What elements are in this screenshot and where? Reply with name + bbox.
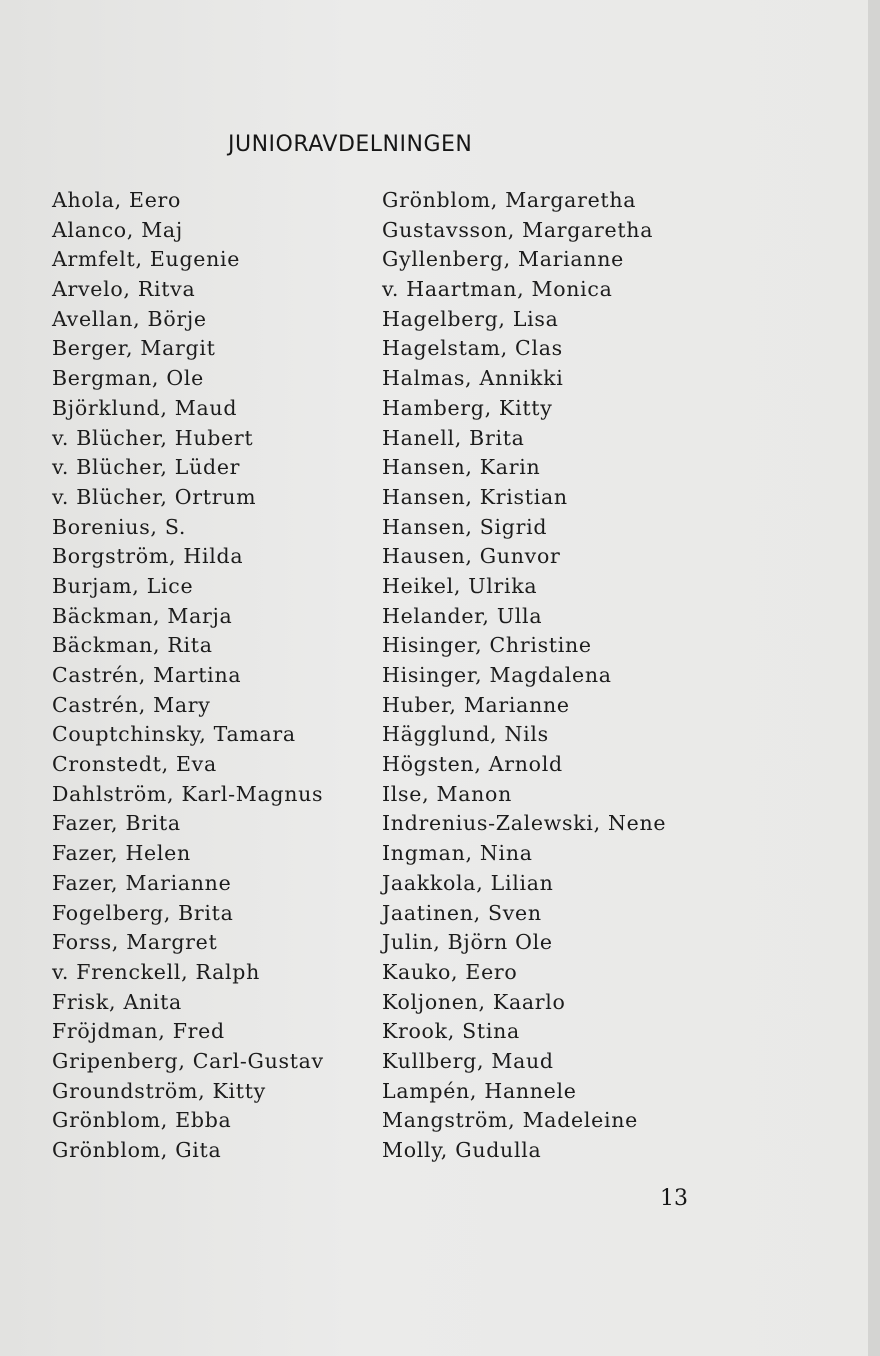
name-entry: v. Blücher, Ortrum: [52, 484, 257, 509]
name-entry: Heikel, Ulrika: [382, 573, 538, 598]
name-entry: Hansen, Kristian: [382, 484, 568, 509]
name-entry: Kullberg, Maud: [382, 1048, 554, 1073]
name-entry: Fröjdman, Fred: [52, 1019, 225, 1044]
name-entry: Huber, Marianne: [382, 692, 570, 717]
name-entry: Borenius, S.: [52, 514, 187, 539]
name-entry: Fazer, Brita: [52, 811, 181, 836]
name-entry: Hisinger, Christine: [382, 633, 592, 658]
name-entry: Hisinger, Magdalena: [382, 663, 612, 687]
name-entry: Ilse, Manon: [382, 781, 512, 806]
name-entry: Hansen, Karin: [382, 455, 541, 480]
name-entry: Castrén, Martina: [52, 663, 242, 687]
name-entry: Forss, Margret: [52, 930, 218, 955]
name-entry: Hamberg, Kitty: [382, 395, 553, 420]
name-entry: Bäckman, Marja: [52, 603, 233, 628]
page-number: 13: [660, 1186, 688, 1211]
name-entry: Borgström, Hilda: [52, 544, 244, 569]
name-entry: Groundström, Kitty: [52, 1078, 266, 1103]
name-entry: Hansen, Sigrid: [382, 514, 548, 539]
name-entry: Fogelberg, Brita: [52, 900, 234, 925]
name-entry: Castrén, Mary: [52, 692, 211, 717]
name-entry: Grönblom, Ebba: [52, 1108, 232, 1133]
name-entry: Hausen, Gunvor: [382, 544, 561, 569]
name-entry: Björklund, Maud: [52, 395, 238, 420]
name-entry: Avellan, Börje: [52, 306, 207, 331]
name-list-right: [382, 186, 666, 1166]
name-entry: Bäckman, Rita: [52, 633, 213, 658]
name-entry: Fazer, Marianne: [52, 870, 232, 895]
name-entry: Lampén, Hannele: [382, 1078, 577, 1103]
name-list-left: [52, 186, 324, 1166]
name-entry: Arvelo, Ritva: [52, 277, 196, 302]
name-entry: Ingman, Nina: [382, 841, 533, 866]
name-entry: Frisk, Anita: [52, 989, 182, 1014]
name-entry: Gustavsson, Margaretha: [382, 217, 654, 242]
name-entry: v. Frenckell, Ralph: [52, 959, 261, 984]
name-entry: Jaakkola, Lilian: [382, 870, 554, 895]
name-entry: Ahola, Eero: [52, 188, 182, 212]
page-edge: [868, 0, 880, 1356]
name-entry: Indrenius-Zalewski, Nene: [382, 811, 667, 836]
name-entry: Helander, Ulla: [382, 603, 543, 628]
name-entry: Högsten, Arnold: [382, 752, 563, 777]
name-entry: Gyllenberg, Marianne: [382, 247, 624, 272]
name-entry: Cronstedt, Eva: [52, 752, 217, 777]
name-entry: Gripenberg, Carl-Gustav: [52, 1048, 324, 1073]
name-entry: Julin, Björn Ole: [382, 930, 553, 955]
name-entry: Fazer, Helen: [52, 841, 191, 866]
name-entry: v. Blücher, Lüder: [52, 455, 241, 480]
name-entry: Burjam, Lice: [52, 573, 194, 598]
name-entry: Krook, Stina: [382, 1019, 520, 1044]
name-entry: Molly, Gudulla: [382, 1138, 542, 1162]
name-entry: Hägglund, Nils: [382, 722, 549, 747]
name-entry: v. Blücher, Hubert: [52, 425, 254, 450]
name-entry: Grönblom, Gita: [52, 1138, 222, 1162]
name-entry: Hagelberg, Lisa: [382, 306, 559, 331]
name-entry: Berger, Margit: [52, 336, 216, 361]
name-entry: Hanell, Brita: [382, 425, 525, 450]
name-entry: Koljonen, Kaarlo: [382, 989, 566, 1014]
name-entry: Armfelt, Eugenie: [52, 247, 241, 272]
name-entry: Bergman, Ole: [52, 366, 204, 391]
name-entry: Mangström, Madeleine: [382, 1108, 638, 1133]
name-entry: Kauko, Eero: [382, 959, 518, 984]
name-entry: Couptchinsky, Tamara: [52, 722, 296, 747]
name-entry: Hagelstam, Clas: [382, 336, 563, 361]
name-entry: Dahlström, Karl-Magnus: [52, 781, 324, 806]
name-entry: Jaatinen, Sven: [382, 900, 542, 925]
name-entry: Grönblom, Margaretha: [382, 188, 637, 212]
section-heading: JUNIORAVDELNINGEN: [228, 132, 473, 157]
name-entry: Alanco, Maj: [52, 217, 183, 242]
name-entry: v. Haartman, Monica: [382, 277, 613, 302]
name-entry: Halmas, Annikki: [382, 366, 564, 391]
